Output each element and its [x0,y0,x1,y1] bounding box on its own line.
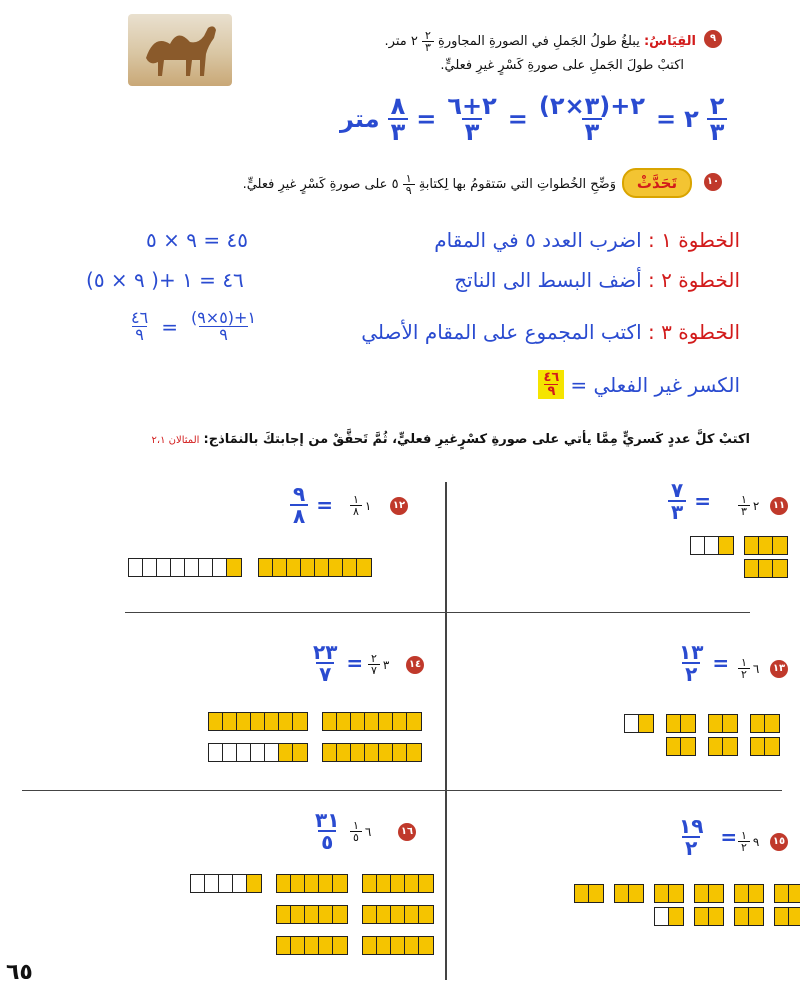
step-3-label: الخطوة ٣ : [648,320,740,344]
instruction-ref: المثالان ٢،١ [151,435,200,446]
q10-text2: ٥ على صورةِ كَسْرٍ غيرِ فعليٍّ. [242,177,399,192]
fraction-model [128,558,242,577]
question-9-line1 [385,30,696,53]
q9-inline-fraction: $\frac{٢}{٣}$ [422,30,434,53]
camel-photo [128,14,232,86]
exercise-13-answer: $\frac{١٣}{٢}$ = [679,640,730,686]
exercise-11-badge: ١١ [770,497,788,515]
step-1-label: الخطوة ١ : [648,228,740,252]
measurement-label: القِيَاسُ: [643,34,696,49]
q9-inline-whole: ٢ [410,34,418,49]
step-3-equals: = [161,314,178,339]
exercise-16-badge: ١٦ [398,823,416,841]
fraction-model [258,558,372,577]
eq-equals: = [656,105,677,133]
eq-mixed-fraction: $\frac{٢}{٣}$ [707,94,728,144]
exercise-15-answer: $\frac{١٩}{٢}$ = [679,814,738,860]
fraction-model [690,536,734,555]
question-9-line2: اكتبْ طولَ الجَملِ على صورةِ كَسْرٍ غيرِ فعليٍّ. [440,58,684,73]
exercise-15-badge: ١٥ [770,833,788,851]
exercise-14-answer: $\frac{٢٣}{٧}$ = [313,640,364,686]
step-3-result-fraction: $\frac{٤٦}{٩}$ [131,308,149,344]
step-1-text: اضرب العدد ٥ في المقام [434,228,642,252]
step-2 [454,268,740,292]
final-fraction: $\frac{٤٦}{٩}$ [538,370,564,399]
exercise-11-mixed: $\frac{١}{٣}$ ٢ [738,494,759,517]
eq-result-fraction: $\frac{٨}{٣}$ [388,94,409,144]
exercise-15-models [574,884,800,926]
eq-equals: = [507,105,528,133]
q10-text1: وَضِّحِ الخُطواتِ التي سَتقومُ بها لِكتابةِ [418,177,616,192]
exercise-11-answer: $\frac{٧}{٣}$ = [668,480,711,522]
exercise-instruction [152,432,750,447]
exercise-13-badge: ١٣ [770,660,788,678]
instruction-text: اكتبْ كلَّ عددٍ كَسريٍّ مِمَّا يأتي على صورةِ كسْرٍغيرِ فعليٍّ، ثُمَّ تَحقَّقْ من إجابتكَ بالنمَاذج: [203,432,750,447]
eq-expanded-fraction: $\frac{٢+(٣\times ٢)}{٣}$ [538,92,646,146]
exercise-15-mixed: $\frac{١}{٢}$ ٩ [738,830,759,853]
exercise-12-models [128,558,372,577]
exercise-14-badge: ١٤ [406,656,424,674]
final-answer [538,370,740,399]
question-10-badge: ١٠ [704,173,722,191]
final-label: الكسر غير الفعلي = [570,372,740,397]
step-2-expr: ٤٦ = ١ +( ٩ × ٥) [86,268,244,292]
question-9-badge: ٩ [704,30,722,48]
horizontal-divider-1 [125,612,750,613]
question-10-text [243,173,616,196]
horizontal-divider-2 [22,790,782,791]
exercise-12-badge: ١٢ [390,497,408,515]
step-3-expr-fraction: $\frac{(٥\times ٩)+١}{٩}$ [190,308,257,344]
exercise-16-answer: $\frac{٣١}{٥}$ [315,808,340,854]
eq-unit: متر [340,105,380,133]
step-1-expr: ٤٥ = ٩ × ٥ [146,228,248,252]
q10-inline-fraction: $\frac{١}{٩}$ [403,173,415,196]
exercise-13-models [624,714,780,756]
eq-mixed-whole: ٢ [684,105,699,133]
vertical-divider [445,482,447,980]
eq-equals: = [416,105,437,133]
exercise-11-models [690,536,788,578]
step-2-text: أضف البسط الى الناتج [454,268,642,292]
step-3-expr [128,310,259,343]
exercise-14-models [208,712,422,762]
step-3-text: اكتب المجموع على المقام الأصلي [361,320,642,344]
exercise-16-models [190,874,434,955]
page-number: ٦٥ [6,960,33,985]
q9-equation [340,94,727,144]
exercise-12-answer: $\frac{٩}{٨}$ = [290,484,333,526]
q9-text2: متر. [384,34,407,49]
step-1 [434,228,740,252]
exercise-14-mixed: $\frac{٢}{٧}$ ٣ [368,653,389,676]
fraction-model [744,559,788,578]
exercise-12-mixed: $\frac{١}{٨}$ ١ [350,494,371,517]
fraction-model [744,536,788,555]
step-2-label: الخطوة ٢ : [648,268,740,292]
exercise-13-mixed: $\frac{١}{٢}$ ٦ [738,657,759,680]
talk-bubble [622,168,692,198]
step-3 [361,320,740,344]
q9-text1: يبلغُ طولُ الجَملِ في الصورةِ المجاورةِ [438,34,640,49]
eq-mid-fraction: $\frac{٢+٦}{٣}$ [447,92,497,146]
talk-label: تَحَدَّثْ [636,174,678,192]
exercise-16-mixed: $\frac{١}{٥}$ ٦ [350,820,371,843]
fraction-model [624,714,654,733]
